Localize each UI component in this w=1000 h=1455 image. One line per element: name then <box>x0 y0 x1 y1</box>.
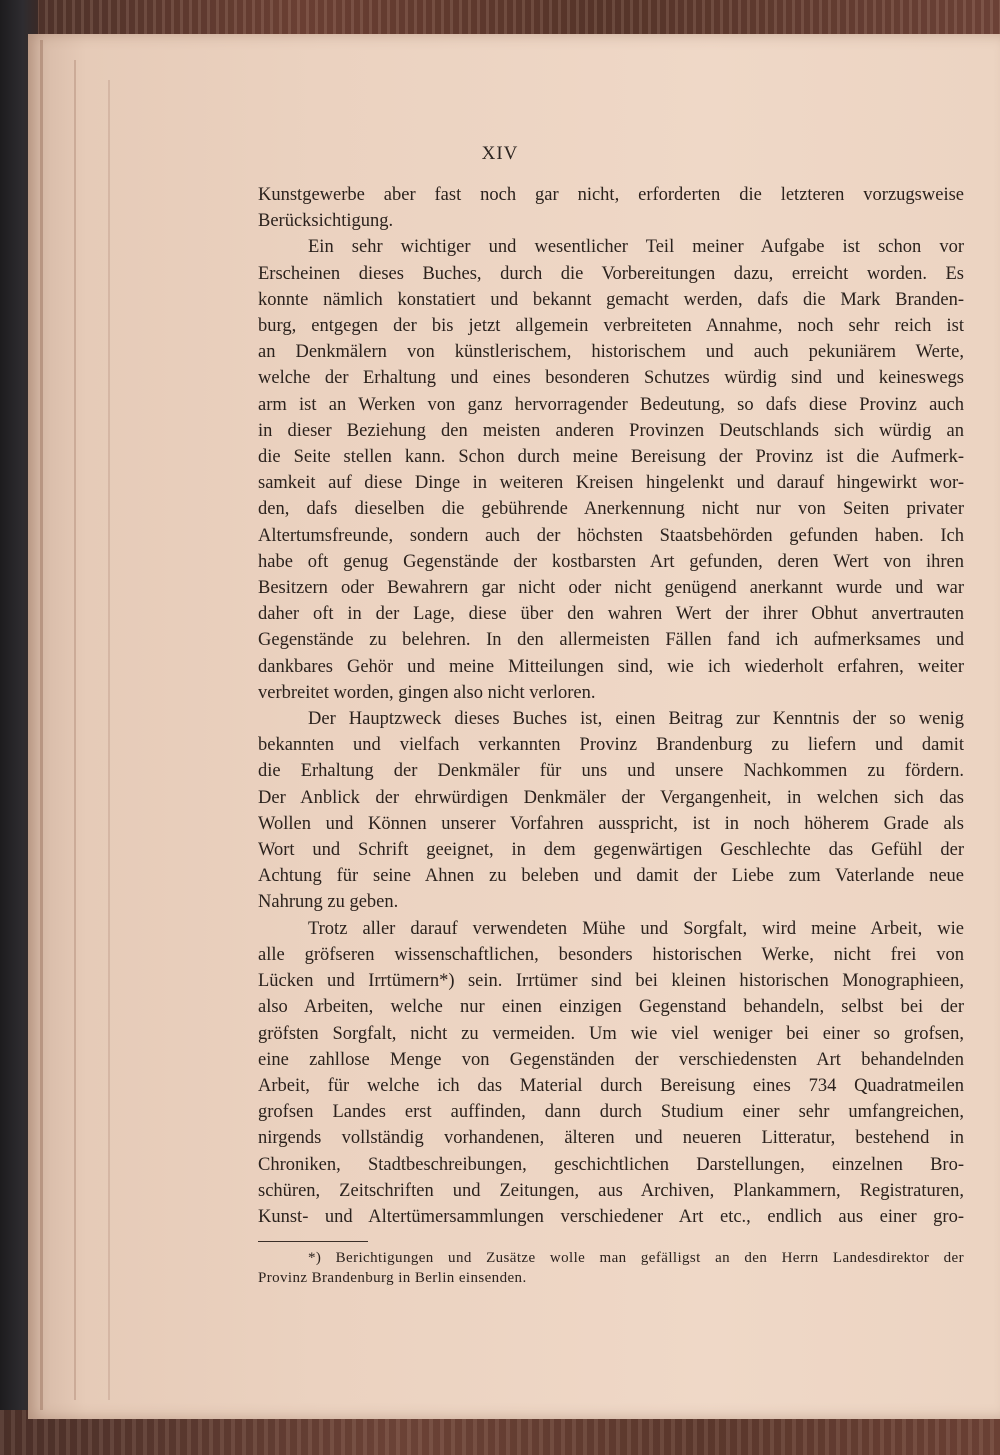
text-line: Erscheinen dieses Buches, durch die Vorbereitungen dazu, erreicht worden. Es <box>258 263 964 284</box>
text-line: grofsen Landes erst auffinden, dann durch Studium einer sehr umfangreichen, <box>258 1102 964 1123</box>
text-line: Lücken und Irrtümern*) sein. Irrtümer sind bei kleinen historischen Monographieen, <box>258 971 964 992</box>
text-line: habe oft genug Gegenstände der kostbarsten Art gefunden, deren Wert von ihren <box>258 551 964 572</box>
text-line: Nahrung zu geben. <box>258 892 399 913</box>
text-line: alle gröfseren wissenschaftlichen, besonders historischen Werke, nicht frei von <box>258 944 964 965</box>
text-line: arm ist an Werken von ganz hervorragender Bedeutung, so dafs diese Provinz auch <box>258 394 964 415</box>
text-line: Wort und Schrift geeignet, in dem gegenwärtigen Geschlechte das Gefühl der <box>258 840 964 861</box>
text-line: Wollen und Können unserer Vorfahren ausspricht, ist in noch höherem Grade als <box>258 813 964 834</box>
text-line: Ein sehr wichtiger und wesentlicher Teil meiner Aufgabe ist schon vor <box>308 237 964 258</box>
text-line: verbreitet worden, gingen also nicht verloren. <box>258 682 596 703</box>
text-line: nirgends vollständig vorhandenen, älteren und neueren Litteratur, bestehend in <box>258 1128 964 1149</box>
text-line: Chroniken, Stadtbeschreibungen, geschichtlichen Darstellungen, einzelnen Bro- <box>258 1154 964 1175</box>
text-line: schüren, Zeitschriften und Zeitungen, aus Archiven, Plankammern, Registraturen, <box>258 1180 964 1201</box>
text-line: daher oft in der Lage, diese über den wahren Wert der ihrer Obhut anvertrauten <box>258 604 964 625</box>
text-line: den, dafs dieselben die gebührende Anerkennung nicht nur von Seiten privater <box>258 499 964 520</box>
text-line: welche der Erhaltung und eines besonderen Schutzes würdig sind und keineswegs <box>258 368 964 389</box>
text-line: Altertumsfreunde, sondern auch der höchsten Staatsbehörden gefunden haben. Ich <box>258 525 964 546</box>
text-line: Achtung für seine Ahnen zu beleben und damit der Liebe zum Vaterlande neue <box>258 866 964 887</box>
page-stack-edge <box>108 80 110 1400</box>
text-line: Kunstgewerbe aber fast noch gar nicht, erforderten die letzteren vorzugsweise <box>258 185 964 205</box>
text-line: gröfsten Sorgfalt, nicht zu vermeiden. Um wie viel weniger bei einer so grofsen, <box>258 1023 964 1044</box>
page-stack-edge <box>40 40 43 1410</box>
text-line: die Erhaltung der Denkmäler für uns und unsere Nachkommen zu fördern. <box>258 761 964 782</box>
text-line: in dieser Beziehung den meisten anderen Provinzen Deutschlands sich würdig an <box>258 420 964 441</box>
text-line: konnte nämlich konstatiert und bekannt gemacht werden, dafs die Mark Branden- <box>258 289 964 310</box>
text-line: dankbares Gehör und meine Mitteilungen sind, wie ich wiederholt erfahren, weiter <box>258 656 964 677</box>
text-line: Kunst- und Altertümersammlungen verschiedener Art etc., endlich aus einer gro- <box>258 1206 964 1227</box>
text-line: bekannten und vielfach verkannten Provinz Brandenburg zu liefern und damit <box>258 735 964 756</box>
text-line: Der Hauptzweck dieses Buches ist, einen Beitrag zur Kenntnis der so wenig <box>308 709 964 730</box>
footnote-line: Provinz Brandenburg in Berlin einsenden. <box>258 1270 527 1286</box>
text-line: eine zahllose Menge von Gegenständen der verschiedensten Art behandelnden <box>258 1049 964 1070</box>
page-number: XIV <box>481 143 519 164</box>
text-line: Arbeit, für welche ich das Material durch Bereisung eines 734 Quadratmeilen <box>258 1075 964 1096</box>
footnote <box>258 1248 964 1288</box>
text-line: Trotz aller darauf verwendeten Mühe und Sorgfalt, wird meine Arbeit, wie <box>308 918 964 939</box>
footnote-divider <box>258 1241 368 1242</box>
text-line: Berücksichtigung. <box>258 211 394 232</box>
text-line: Gegenstände zu belehren. In den allermeisten Fällen fand ich aufmerksames und <box>258 630 964 651</box>
text-line: Der Anblick der ehrwürdigen Denkmäler der Vergangenheit, in welchen sich das <box>258 787 964 808</box>
text-line: samkeit auf diese Dinge in weiteren Kreisen hingelenkt und darauf hingewirkt wor- <box>258 473 964 494</box>
text-line: Besitzern oder Bewahrern gar nicht oder nicht genügend anerkannt wurde und war <box>258 578 964 599</box>
text-line: die Seite stellen kann. Schon durch meine Bereisung der Provinz ist die Aufmerk- <box>258 447 964 468</box>
page-stack-edge <box>74 60 76 1400</box>
body-text <box>258 182 964 1230</box>
text-line: also Arbeiten, welche nur einen einzigen Gegenstand behandeln, selbst bei der <box>258 997 964 1018</box>
text-line: burg, entgegen der bis jetzt allgemein verbreiteten Annahme, noch sehr reich ist <box>258 316 964 337</box>
footnote-line: *) Berichtigungen und Zusätze wolle man gefälligst an den Herrn Landesdirektor der <box>308 1250 964 1266</box>
text-line: an Denkmälern von künstlerischem, historischem und auch pekuniärem Werte, <box>258 342 964 363</box>
